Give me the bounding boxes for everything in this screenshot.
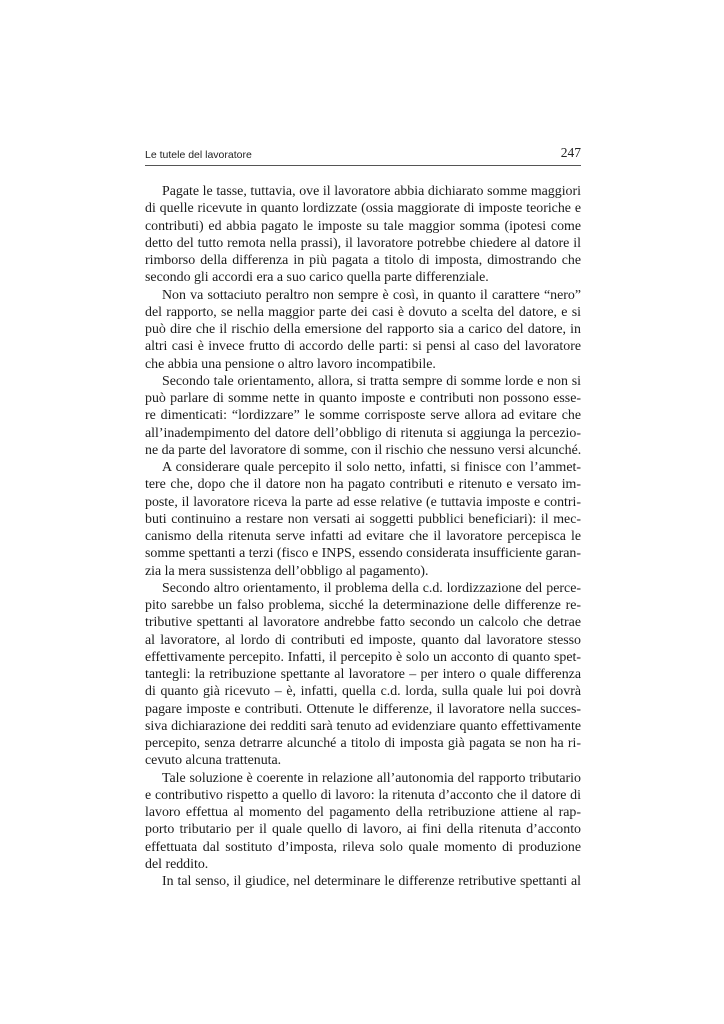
text-line: percepito, senza detrarre alcunché a titolo di imposta già pagata se non ha ri-	[145, 736, 581, 751]
text-line: del reddito.	[145, 856, 209, 872]
text-line: rimborso della differenza in più pagata a titolo di imposta, dimostrando che	[145, 253, 581, 268]
body-text	[145, 183, 581, 890]
text-line: può parlare di somme nette in quanto imposte e contributi non possono esse-	[145, 391, 581, 406]
paragraph	[145, 873, 581, 890]
text-line: A considerare quale percepito il solo netto, infatti, si finisce con l’ammet-	[162, 460, 581, 475]
text-line: tere che, dopo che il datore non ha pagato contributi e ritenuto e versato im-	[145, 477, 581, 493]
text-line: pagare imposte e contributi. Ottenute le differenze, il lavoratore nella succes-	[145, 701, 581, 717]
text-line: In tal senso, il giudice, nel determinare le differenze retributive spettanti al	[162, 874, 581, 889]
text-line: e contributivo rispetto a quello di lavoro: la ritenuta d’acconto che il datore di	[145, 787, 581, 803]
text-line: buti continuino a restare non versati ai soggetti pubblici beneficiari): il mec-	[145, 511, 581, 527]
text-line: contributi) ed abbia pagato le imposte su tale maggior somma (ipotesi come	[145, 218, 581, 234]
text-line: detto del tutto remota nella prassi), il lavoratore potrebbe chiedere al datore il	[145, 235, 581, 251]
text-line: altri casi è invece frutto di accordo delle parti: si pensi al caso del lavoratore	[145, 339, 581, 355]
text-line: lavoro effettua al momento del pagamento della retribuzione attiene al rap-	[145, 805, 581, 820]
text-line: Secondo altro orientamento, il problema della c.d. lordizzazione del perce-	[162, 580, 581, 596]
paragraph	[145, 580, 581, 770]
text-line: zia la mera sussistenza dell’obbligo al pagamento).	[145, 563, 429, 579]
text-line: porto tributario per il quale quello di lavoro, ai fini della ritenuta d’acconto	[145, 822, 581, 838]
text-line: che abbia una pensione o altro lavoro incompatibile.	[145, 356, 436, 372]
text-line: ne da parte del lavoratore di somme, con il rischio che nessuno versi alcunché.	[145, 442, 582, 458]
paragraph	[145, 373, 581, 459]
text-line: effettuata dal sostituto d’imposta, rileva solo quale momento di produzione	[145, 839, 581, 855]
text-line: effettivamente percepito. Infatti, il percepito è solo un acconto di quanto spet-	[145, 649, 581, 665]
text-line: al lavoratore, al lordo di contributi ed imposte, quanto dal lavoratore stesso	[145, 632, 581, 648]
text-line: siva dichiarazione dei redditi sarà tenuto ad evidenziare quanto effettivamente	[145, 718, 581, 734]
text-line: tantegli: la retribuzione spettante al lavoratore – per intero o quale differenza	[145, 667, 581, 682]
text-line: cevuto alcuna trattenuta.	[145, 753, 282, 769]
paragraph	[145, 459, 581, 580]
text-line: del rapporto, se nella maggior parte dei casi è dovuto a scelta del datore, e si	[145, 304, 581, 320]
text-line: di quelle ricevute in quanto lordizzate (ossia maggiorate di imposte teoriche e	[145, 201, 581, 217]
text-line: Tale soluzione è coerente in relazione all’autonomia del rapporto tributario	[162, 770, 581, 786]
text-line: poste, il lavoratore riceva la parte ad esse relative (e tuttavia imposte e contri-	[145, 494, 581, 510]
text-line: somme spettanti a terzi (fisco e INPS, essendo considerata insufficiente garan-	[145, 546, 582, 562]
text-line: Secondo tale orientamento, allora, si tratta sempre di somme lorde e non si	[162, 373, 581, 389]
text-line: all’inadempimento del datore dell’obbligo di ritenuta si aggiunga la percezio-	[145, 425, 581, 441]
text-line: Pagate le tasse, tuttavia, ove il lavoratore abbia dichiarato somme maggiori	[162, 184, 581, 199]
text-line: può dire che il rischio della emersione del rapporto sia a carico del datore, in	[145, 322, 581, 337]
text-line: di quanto già ricevuto – è, infatti, quella c.d. lorda, sulla quale lui poi dovrà	[145, 684, 581, 700]
text-line: tributive spettanti al lavoratore andrebbe fatto secondo un calcolo che detrae	[145, 615, 581, 631]
header-title: Le tutele del lavoratore	[145, 149, 252, 161]
text-line: secondo gli accordi era a suo carico quella parte differenziale.	[145, 270, 489, 286]
text-line: Non va sottaciuto peraltro non sempre è così, in quanto il carattere “nero”	[162, 287, 581, 303]
paragraph	[145, 287, 581, 373]
running-header	[145, 145, 581, 166]
text-line: pito sarebbe un falso problema, sicché la determinazione delle differenze re-	[145, 598, 581, 613]
text-line: re dimenticati: “lordizzare” le somme corrisposte serve allora ad evitare che	[145, 408, 581, 424]
paragraph	[145, 183, 581, 287]
paragraph	[145, 770, 581, 874]
page-number: 247	[560, 145, 581, 160]
text-line: canismo della ritenuta serve infatti ad evitare che il lavoratore percepisca le	[145, 529, 581, 544]
